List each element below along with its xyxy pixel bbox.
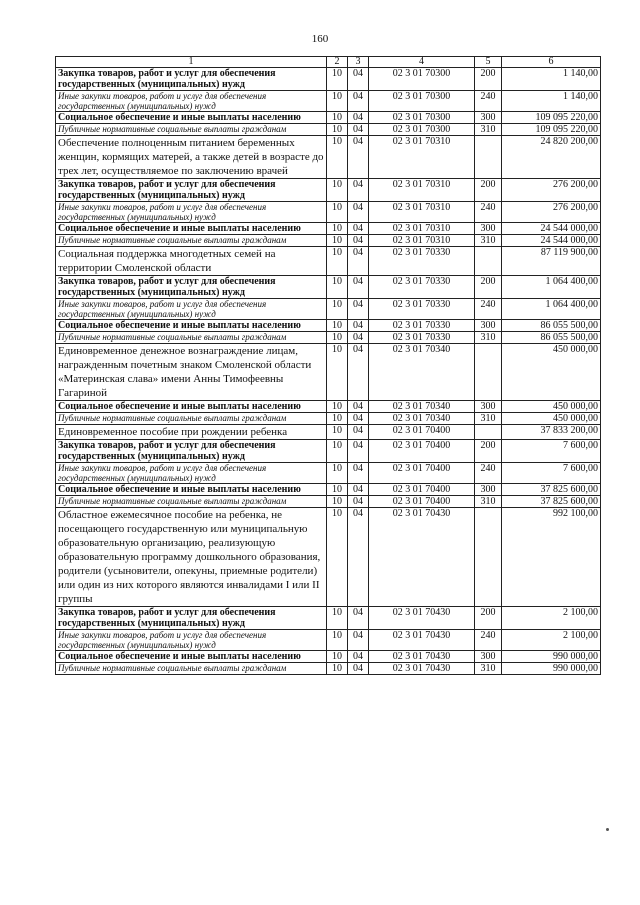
row-name-cell: Социальное обеспечение и иные выплаты населению: [56, 112, 327, 124]
row-value-cell: 990 000,00: [502, 663, 601, 675]
row-name-cell: Иные закупки товаров, работ и услуг для обеспечения государственных (муниципальных) нужд: [56, 630, 327, 651]
row-value-cell: 04: [348, 651, 369, 663]
row-name-cell: Публичные нормативные социальные выплаты гражданам: [56, 413, 327, 425]
row-value-cell: 86 055 500,00: [502, 332, 601, 344]
row-name-cell: Публичные нормативные социальные выплаты гражданам: [56, 332, 327, 344]
row-value-cell: 04: [348, 223, 369, 235]
row-value-cell: 990 000,00: [502, 651, 601, 663]
header-cell: 2: [327, 57, 348, 68]
row-value-cell: 87 119 900,00: [502, 247, 601, 276]
header-cell: 1: [56, 57, 327, 68]
table-row: [56, 496, 601, 508]
row-value-cell: 24 820 200,00: [502, 136, 601, 179]
row-name-cell: Закупка товаров, работ и услуг для обеспечения государственных (муниципальных) нужд: [56, 179, 327, 202]
row-value-cell: 10: [327, 440, 348, 463]
row-name-cell: Закупка товаров, работ и услуг для обеспечения государственных (муниципальных) нужд: [56, 276, 327, 299]
row-value-cell: 276 200,00: [502, 179, 601, 202]
row-name-cell: Публичные нормативные социальные выплаты гражданам: [56, 496, 327, 508]
row-name-cell: Закупка товаров, работ и услуг для обеспечения государственных (муниципальных) нужд: [56, 68, 327, 91]
table-row: [56, 413, 601, 425]
row-value-cell: 992 100,00: [502, 508, 601, 607]
row-value-cell: 02 3 01 70300: [369, 68, 475, 91]
row-value-cell: 04: [348, 247, 369, 276]
row-value-cell: 240: [475, 463, 502, 484]
table-row: [56, 124, 601, 136]
row-value-cell: 276 200,00: [502, 202, 601, 223]
row-value-cell: 04: [348, 276, 369, 299]
row-value-cell: 310: [475, 413, 502, 425]
table-row: [56, 179, 601, 202]
budget-table: [55, 56, 601, 675]
row-value-cell: 10: [327, 202, 348, 223]
row-value-cell: 02 3 01 70310: [369, 223, 475, 235]
row-name-cell: Иные закупки товаров, работ и услуг для обеспечения государственных (муниципальных) нужд: [56, 463, 327, 484]
row-value-cell: 02 3 01 70330: [369, 332, 475, 344]
row-value-cell: 10: [327, 91, 348, 112]
row-value-cell: 04: [348, 630, 369, 651]
row-value-cell: 02 3 01 70330: [369, 299, 475, 320]
row-value-cell: 1 140,00: [502, 68, 601, 91]
row-name-cell: Социальное обеспечение и иные выплаты населению: [56, 320, 327, 332]
row-value-cell: 37 825 600,00: [502, 496, 601, 508]
row-value-cell: 02 3 01 70430: [369, 607, 475, 630]
row-value-cell: 109 095 220,00: [502, 112, 601, 124]
row-value-cell: 02 3 01 70430: [369, 651, 475, 663]
row-value-cell: 86 055 500,00: [502, 320, 601, 332]
row-value-cell: 02 3 01 70430: [369, 508, 475, 607]
row-value-cell: 10: [327, 508, 348, 607]
row-value-cell: 450 000,00: [502, 413, 601, 425]
row-value-cell: 10: [327, 124, 348, 136]
row-value-cell: 200: [475, 68, 502, 91]
row-value-cell: 02 3 01 70400: [369, 440, 475, 463]
row-value-cell: 310: [475, 332, 502, 344]
header-cell: 4: [369, 57, 475, 68]
row-value-cell: 240: [475, 630, 502, 651]
row-name-cell: Социальное обеспечение и иные выплаты населению: [56, 401, 327, 413]
row-value-cell: 02 3 01 70340: [369, 344, 475, 401]
row-name-cell: Закупка товаров, работ и услуг для обеспечения государственных (муниципальных) нужд: [56, 440, 327, 463]
table-row: [56, 68, 601, 91]
table-row: [56, 276, 601, 299]
row-value-cell: 02 3 01 70430: [369, 663, 475, 675]
row-value-cell: 04: [348, 202, 369, 223]
row-value-cell: 2 100,00: [502, 630, 601, 651]
table-body: [56, 68, 601, 675]
table-row: [56, 484, 601, 496]
row-value-cell: 200: [475, 440, 502, 463]
row-value-cell: 04: [348, 440, 369, 463]
row-name-cell: Социальное обеспечение и иные выплаты населению: [56, 484, 327, 496]
row-value-cell: 200: [475, 179, 502, 202]
row-value-cell: 300: [475, 320, 502, 332]
table-row: [56, 299, 601, 320]
row-value-cell: 300: [475, 223, 502, 235]
row-value-cell: 200: [475, 276, 502, 299]
row-value-cell: 10: [327, 401, 348, 413]
table-row: [56, 630, 601, 651]
row-value-cell: 310: [475, 663, 502, 675]
table-row: [56, 320, 601, 332]
row-name-cell: Иные закупки товаров, работ и услуг для обеспечения государственных (муниципальных) нужд: [56, 202, 327, 223]
row-value-cell: 310: [475, 235, 502, 247]
table-row: [56, 401, 601, 413]
row-name-cell: Публичные нормативные социальные выплаты гражданам: [56, 663, 327, 675]
row-value-cell: 02 3 01 70400: [369, 496, 475, 508]
row-value-cell: 450 000,00: [502, 401, 601, 413]
row-value-cell: 37 825 600,00: [502, 484, 601, 496]
row-value-cell: 04: [348, 607, 369, 630]
row-value-cell: 10: [327, 463, 348, 484]
row-value-cell: 10: [327, 630, 348, 651]
row-name-cell: Иные закупки товаров, работ и услуг для обеспечения государственных (муниципальных) нужд: [56, 91, 327, 112]
margin-dot: [606, 828, 609, 831]
row-value-cell: 02 3 01 70300: [369, 124, 475, 136]
row-name-cell: Публичные нормативные социальные выплаты гражданам: [56, 124, 327, 136]
row-value-cell: 10: [327, 136, 348, 179]
row-value-cell: 10: [327, 179, 348, 202]
row-value-cell: 300: [475, 112, 502, 124]
table-row: [56, 247, 601, 276]
row-value-cell: 10: [327, 332, 348, 344]
row-value-cell: 02 3 01 70330: [369, 247, 475, 276]
row-value-cell: 240: [475, 91, 502, 112]
page-number: 160: [311, 33, 329, 45]
row-value-cell: 02 3 01 70310: [369, 136, 475, 179]
row-value-cell: 1 140,00: [502, 91, 601, 112]
row-value-cell: 10: [327, 344, 348, 401]
row-value-cell: [475, 344, 502, 401]
row-value-cell: 04: [348, 413, 369, 425]
header-cell: 6: [502, 57, 601, 68]
row-value-cell: 7 600,00: [502, 463, 601, 484]
row-value-cell: 04: [348, 320, 369, 332]
row-value-cell: 24 544 000,00: [502, 223, 601, 235]
row-value-cell: 1 064 400,00: [502, 299, 601, 320]
table-row: [56, 440, 601, 463]
row-value-cell: 450 000,00: [502, 344, 601, 401]
row-value-cell: 02 3 01 70310: [369, 235, 475, 247]
row-name-cell: Закупка товаров, работ и услуг для обеспечения государственных (муниципальных) нужд: [56, 607, 327, 630]
row-value-cell: 240: [475, 202, 502, 223]
row-value-cell: 10: [327, 425, 348, 440]
table-row: [56, 425, 601, 440]
row-value-cell: 10: [327, 223, 348, 235]
row-value-cell: 37 833 200,00: [502, 425, 601, 440]
row-value-cell: 04: [348, 68, 369, 91]
row-value-cell: 10: [327, 68, 348, 91]
row-value-cell: 10: [327, 413, 348, 425]
row-value-cell: 02 3 01 70310: [369, 202, 475, 223]
header-row: [56, 57, 601, 68]
row-value-cell: 04: [348, 484, 369, 496]
row-value-cell: 10: [327, 663, 348, 675]
table-row: [56, 463, 601, 484]
row-value-cell: 02 3 01 70330: [369, 276, 475, 299]
row-value-cell: 04: [348, 401, 369, 413]
row-name-cell: Обеспечение полноценным питанием беременных женщин, кормящих матерей, а также детей в возрасте до трех лет, осуществляемое по заключению врачей: [56, 136, 327, 179]
row-value-cell: 200: [475, 607, 502, 630]
row-value-cell: 10: [327, 112, 348, 124]
table-row: [56, 91, 601, 112]
row-value-cell: 02 3 01 70340: [369, 413, 475, 425]
row-name-cell: Публичные нормативные социальные выплаты гражданам: [56, 235, 327, 247]
row-value-cell: 04: [348, 235, 369, 247]
row-value-cell: 1 064 400,00: [502, 276, 601, 299]
row-value-cell: 04: [348, 332, 369, 344]
row-value-cell: [475, 508, 502, 607]
row-value-cell: 02 3 01 70400: [369, 425, 475, 440]
row-value-cell: [475, 136, 502, 179]
row-value-cell: 10: [327, 607, 348, 630]
row-value-cell: 04: [348, 463, 369, 484]
table-row: [56, 651, 601, 663]
row-value-cell: 10: [327, 496, 348, 508]
row-value-cell: 300: [475, 401, 502, 413]
table-row: [56, 223, 601, 235]
table-row: [56, 202, 601, 223]
table-row: [56, 332, 601, 344]
row-value-cell: 04: [348, 91, 369, 112]
row-value-cell: 04: [348, 299, 369, 320]
row-value-cell: 04: [348, 508, 369, 607]
row-name-cell: Социальное обеспечение и иные выплаты населению: [56, 223, 327, 235]
table-row: [56, 508, 601, 607]
row-name-cell: Социальное обеспечение и иные выплаты населению: [56, 651, 327, 663]
row-value-cell: 04: [348, 179, 369, 202]
header-cell: 5: [475, 57, 502, 68]
row-value-cell: 10: [327, 484, 348, 496]
table-row: [56, 344, 601, 401]
table-row: [56, 663, 601, 675]
row-value-cell: 04: [348, 663, 369, 675]
row-value-cell: 109 095 220,00: [502, 124, 601, 136]
row-value-cell: 02 3 01 70340: [369, 401, 475, 413]
row-value-cell: 300: [475, 651, 502, 663]
row-value-cell: 7 600,00: [502, 440, 601, 463]
row-value-cell: 300: [475, 484, 502, 496]
row-value-cell: 04: [348, 344, 369, 401]
row-value-cell: 10: [327, 276, 348, 299]
row-value-cell: [475, 425, 502, 440]
row-value-cell: 02 3 01 70400: [369, 463, 475, 484]
row-value-cell: 310: [475, 124, 502, 136]
row-value-cell: 310: [475, 496, 502, 508]
table-row: [56, 136, 601, 179]
row-value-cell: 240: [475, 299, 502, 320]
row-value-cell: 02 3 01 70330: [369, 320, 475, 332]
row-value-cell: 02 3 01 70300: [369, 112, 475, 124]
row-name-cell: Областное ежемесячное пособие на ребенка, не посещающего государственную или муниципальную образовательную организацию, реализующую образовательную программу дошкольного образования, родители (усыновители, опекуны, приемные родители) или один из них которого являются инвалидами I или II группы: [56, 508, 327, 607]
row-value-cell: 04: [348, 124, 369, 136]
row-value-cell: 02 3 01 70310: [369, 179, 475, 202]
row-value-cell: 10: [327, 235, 348, 247]
table-row: [56, 607, 601, 630]
row-name-cell: Социальная поддержка многодетных семей на территории Смоленской области: [56, 247, 327, 276]
row-value-cell: 10: [327, 651, 348, 663]
row-value-cell: 04: [348, 425, 369, 440]
row-value-cell: 24 544 000,00: [502, 235, 601, 247]
table-row: [56, 112, 601, 124]
row-value-cell: 04: [348, 112, 369, 124]
row-name-cell: Иные закупки товаров, работ и услуг для обеспечения государственных (муниципальных) нужд: [56, 299, 327, 320]
row-value-cell: 10: [327, 247, 348, 276]
row-value-cell: 04: [348, 496, 369, 508]
row-value-cell: 10: [327, 320, 348, 332]
row-value-cell: 2 100,00: [502, 607, 601, 630]
row-value-cell: [475, 247, 502, 276]
row-name-cell: Единовременное денежное вознаграждение лицам, награжденным почетным знаком Смоленской области «Материнская слава» имени Анны Тимофеевны Гагариной: [56, 344, 327, 401]
row-name-cell: Единовременное пособие при рождении ребенка: [56, 425, 327, 440]
row-value-cell: 02 3 01 70430: [369, 630, 475, 651]
header-cell: 3: [348, 57, 369, 68]
table-row: [56, 235, 601, 247]
row-value-cell: 10: [327, 299, 348, 320]
row-value-cell: 02 3 01 70400: [369, 484, 475, 496]
row-value-cell: 04: [348, 136, 369, 179]
row-value-cell: 02 3 01 70300: [369, 91, 475, 112]
